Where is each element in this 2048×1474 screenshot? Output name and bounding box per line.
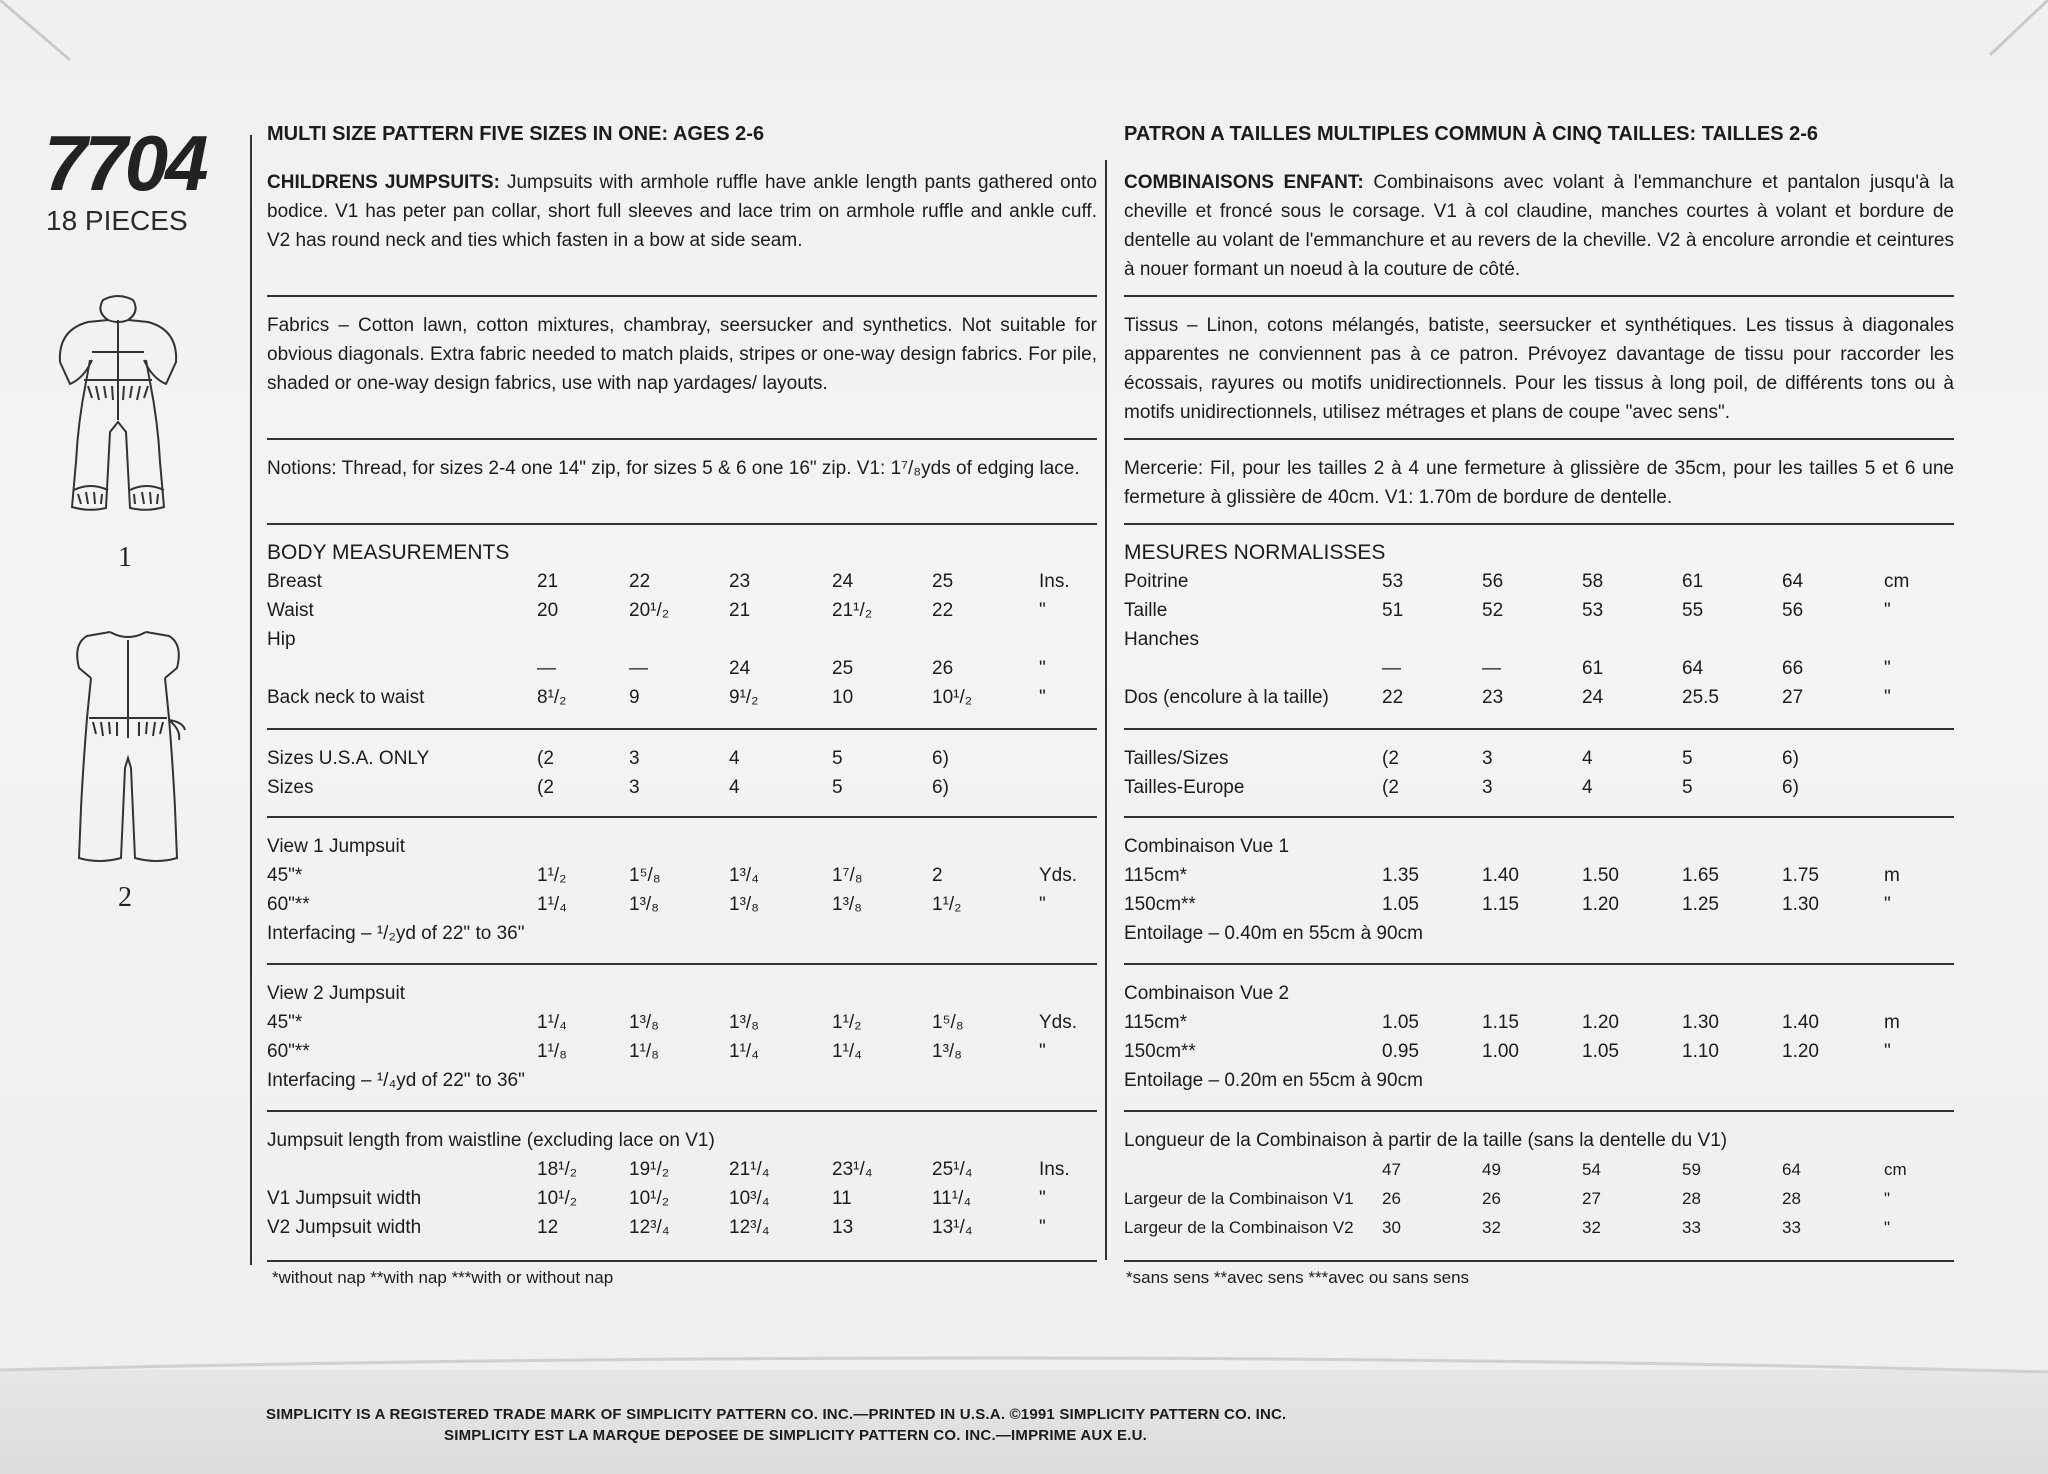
table-row xyxy=(1124,1184,1954,1213)
table-cell: 61 xyxy=(1582,658,1604,679)
table-cell: 10 xyxy=(832,687,854,708)
row-label: Taille xyxy=(1124,600,1168,621)
table-cell: — xyxy=(537,658,556,679)
table-row xyxy=(267,861,1097,890)
table-row xyxy=(267,1008,1097,1037)
table-cell: 2 xyxy=(932,865,943,886)
table-cell: 21¹/₄ xyxy=(729,1159,770,1180)
table-cell: 1¹/₂ xyxy=(932,894,962,915)
table-cell: 1¹/₄ xyxy=(729,1041,759,1062)
table-cell: 24 xyxy=(1582,687,1604,708)
table-cell: 26 xyxy=(1382,1189,1401,1208)
table-cell: 1¹/₂ xyxy=(537,865,567,886)
table-row xyxy=(1124,683,1954,712)
fr-length-table xyxy=(1124,1126,1954,1242)
table-cell: 3 xyxy=(629,777,640,798)
unit-label: Ins. xyxy=(1039,571,1070,592)
unit-label: m xyxy=(1884,1012,1900,1033)
fr-body-measurements-table xyxy=(1124,538,1954,712)
row-label: 115cm* xyxy=(1124,865,1188,886)
table-cell: 1⁵/₈ xyxy=(629,865,661,886)
column-divider-left xyxy=(250,135,252,1265)
column-divider-center xyxy=(1105,160,1107,1260)
table-cell: 1³/₈ xyxy=(629,1012,660,1033)
table-cell: 10¹/₂ xyxy=(932,687,973,708)
row-label: Dos (encolure à la taille) xyxy=(1124,687,1329,708)
table-cell: 1.05 xyxy=(1582,1041,1619,1062)
table-row xyxy=(1124,1037,1954,1066)
en-rule xyxy=(267,728,1097,730)
table-cell: 1³/₈ xyxy=(729,1012,760,1033)
table-cell: (2 xyxy=(1382,777,1399,798)
table-cell: 3 xyxy=(1482,777,1493,798)
table-cell: 56 xyxy=(1482,571,1504,592)
row-label: 60"** xyxy=(267,894,310,915)
unit-label: " xyxy=(1039,1041,1046,1062)
en-length-title: Jumpsuit length from waistline (excluding lace on V1) xyxy=(267,1130,715,1151)
table-cell: 1³/₈ xyxy=(832,894,863,915)
pieces-count: 18 PIECES xyxy=(46,205,188,236)
table-cell: 66 xyxy=(1782,658,1804,679)
table-cell: 52 xyxy=(1482,600,1504,621)
fr-footnote: *sans sens **avec sens ***avec ou sans sens xyxy=(1126,1268,1470,1287)
table-cell: 20 xyxy=(537,600,559,621)
row-label: V2 Jumpsuit width xyxy=(267,1217,422,1238)
row-label: 150cm** xyxy=(1124,1041,1196,1062)
en-length-rows xyxy=(267,1155,1097,1242)
table-cell: 4 xyxy=(729,777,740,798)
unit-label: cm xyxy=(1884,571,1910,592)
table-cell: 32 xyxy=(1582,1218,1601,1237)
table-cell: 21 xyxy=(729,600,751,621)
table-row xyxy=(1124,654,1954,683)
en-description xyxy=(267,168,1097,255)
fr-rule xyxy=(1124,1260,1954,1262)
table-cell: 1¹/₄ xyxy=(832,1041,862,1062)
table-row xyxy=(1124,1008,1954,1037)
row-label: Largeur de la Combinaison V1 xyxy=(1124,1189,1354,1208)
table-cell: 4 xyxy=(1582,748,1593,769)
table-cell: 3 xyxy=(629,748,640,769)
table-row xyxy=(267,683,1097,712)
en-sizes-rows xyxy=(267,744,1097,802)
en-view1-title: View 1 Jumpsuit xyxy=(267,836,405,857)
table-cell: 4 xyxy=(1582,777,1593,798)
fr-rule xyxy=(1124,295,1954,297)
table-cell: 6) xyxy=(932,748,949,769)
table-cell: 5 xyxy=(1682,748,1693,769)
en-view1-interfacing: Interfacing – ¹/₂yd of 22" to 36" xyxy=(267,923,525,944)
view2-jumpsuit-sketch xyxy=(65,618,195,868)
table-cell: 1³/₈ xyxy=(629,894,660,915)
table-cell: 21 xyxy=(537,571,559,592)
table-row xyxy=(267,596,1097,625)
row-label: Sizes xyxy=(267,777,314,798)
table-cell: 1.75 xyxy=(1782,865,1819,886)
fr-view1-interfacing: Entoilage – 0.40m en 55cm à 90cm xyxy=(1124,923,1423,944)
en-view2-table xyxy=(267,979,1097,1095)
en-body-rows xyxy=(267,567,1097,712)
table-cell: 5 xyxy=(1682,777,1693,798)
table-cell: 64 xyxy=(1782,1160,1801,1179)
row-label: 60"** xyxy=(267,1041,310,1062)
table-cell: 51 xyxy=(1382,600,1404,621)
table-cell: (2 xyxy=(537,748,554,769)
table-cell: — xyxy=(1382,658,1401,679)
table-cell: 1.25 xyxy=(1682,894,1719,915)
table-row xyxy=(267,1037,1097,1066)
en-description-title: CHILDRENS JUMPSUITS: xyxy=(267,172,500,193)
table-cell: 26 xyxy=(932,658,954,679)
table-row xyxy=(267,744,1097,773)
table-row xyxy=(1124,744,1954,773)
table-cell: 58 xyxy=(1582,571,1604,592)
fr-rule xyxy=(1124,816,1954,818)
en-rule xyxy=(267,523,1097,525)
en-description-text: Jumpsuits with armhole ruffle have ankle length pants gathered onto bodice. V1 has peter pan collar, short full sleeves and lace trim on armhole ruffle and ankle cuff. V2 has round neck and ties which fasten in a bow at side seam. xyxy=(267,172,1097,251)
fr-view2-interfacing: Entoilage – 0.20m en 55cm à 90cm xyxy=(1124,1070,1423,1091)
table-cell: 8¹/₂ xyxy=(537,687,567,708)
table-cell: 1.40 xyxy=(1482,865,1519,886)
en-fabrics xyxy=(267,311,1097,398)
table-cell: 13 xyxy=(832,1217,854,1238)
row-label: Sizes U.S.A. ONLY xyxy=(267,748,430,769)
table-cell: 4 xyxy=(729,748,740,769)
unit-label: m xyxy=(1884,865,1900,886)
table-row xyxy=(267,567,1097,596)
table-cell: 25.5 xyxy=(1682,687,1719,708)
table-cell: 13¹/₄ xyxy=(932,1217,973,1238)
row-label: Tailles/Sizes xyxy=(1124,748,1229,769)
table-cell: 28 xyxy=(1682,1189,1701,1208)
unit-label: " xyxy=(1884,1041,1891,1062)
fr-fabrics xyxy=(1124,311,1954,427)
table-cell: 27 xyxy=(1582,1189,1601,1208)
unit-label: Yds. xyxy=(1039,865,1078,886)
table-cell: 10³/₄ xyxy=(729,1188,770,1209)
table-cell: 21¹/₂ xyxy=(832,600,873,621)
table-cell: 11 xyxy=(832,1188,852,1209)
table-cell: 27 xyxy=(1782,687,1804,708)
table-cell: 1.30 xyxy=(1782,894,1819,915)
table-cell: 6) xyxy=(1782,748,1799,769)
row-label: 150cm** xyxy=(1124,894,1196,915)
fr-body-rows xyxy=(1124,567,1954,712)
fr-rule xyxy=(1124,728,1954,730)
table-cell: (2 xyxy=(537,777,554,798)
table-cell: 1¹/₂ xyxy=(832,1012,862,1033)
table-row xyxy=(1124,567,1954,596)
unit-label: " xyxy=(1039,658,1046,679)
table-cell: 64 xyxy=(1682,658,1704,679)
fr-view1-rows xyxy=(1124,861,1954,919)
table-cell: 1.30 xyxy=(1682,1012,1719,1033)
unit-label: cm xyxy=(1884,1160,1907,1179)
table-cell: 53 xyxy=(1382,571,1404,592)
table-cell: 1³/₄ xyxy=(729,865,759,886)
row-label: Poitrine xyxy=(1124,571,1189,592)
table-cell: 9 xyxy=(629,687,640,708)
table-row xyxy=(267,890,1097,919)
en-length-table xyxy=(267,1126,1097,1242)
table-cell: 30 xyxy=(1382,1218,1401,1237)
en-rule xyxy=(267,816,1097,818)
table-cell: 1.15 xyxy=(1482,894,1519,915)
table-cell: 47 xyxy=(1382,1160,1401,1179)
view1-jumpsuit-sketch xyxy=(48,282,188,532)
table-cell: 22 xyxy=(629,571,651,592)
unit-label: " xyxy=(1884,1189,1891,1208)
en-notions xyxy=(267,454,1097,483)
table-cell: 18¹/₂ xyxy=(537,1159,578,1180)
table-cell: 1⁷/₈ xyxy=(832,865,863,886)
table-cell: 22 xyxy=(1382,687,1404,708)
fr-body-title: MESURES NORMALISSES xyxy=(1124,541,1386,564)
table-cell: 33 xyxy=(1782,1218,1801,1237)
en-fabrics-text: Fabrics – Cotton lawn, cotton mixtures, chambray, seersucker and synthetics. Not suitable for obvious diagonals. Extra fabric needed to match plaids, stripes or one-way design fabrics. For pile, shaded or one-way design fabrics, use with nap yardages/ layouts. xyxy=(267,315,1097,394)
table-cell: 1³/₈ xyxy=(932,1041,963,1062)
table-cell: 25¹/₄ xyxy=(932,1159,973,1180)
table-row xyxy=(1124,1213,1954,1242)
en-view2-interfacing: Interfacing – ¹/₄yd of 22" to 36" xyxy=(267,1070,525,1091)
unit-label: " xyxy=(1884,894,1891,915)
fr-length-title: Longueur de la Combinaison à partir de la taille (sans la dentelle du V1) xyxy=(1124,1130,1728,1151)
table-cell: 23 xyxy=(1482,687,1504,708)
fr-view2-table xyxy=(1124,979,1954,1095)
fr-fabrics-text: Tissus – Linon, cotons mélangés, batiste, seersucker et synthétiques. Les tissus à diagonales apparentes ne conviennent pas à ce patron. Prévoyez davantage de tissu pour raccorder les écossais, rayures ou motifs unidirectionnels. Pour les tissus à long poil, de différents tons ou à motifs unidirectionnels, utilisez métrages et plans de coupe "avec sens". xyxy=(1124,315,1954,423)
table-cell: 22 xyxy=(932,600,954,621)
trademark-line-fr: SIMPLICITY EST LA MARQUE DEPOSEE DE SIMPLICITY PATTERN CO. INC.—IMPRIME AUX E.U. xyxy=(444,1427,1148,1444)
row-label: Tailles-Europe xyxy=(1124,777,1245,798)
table-row xyxy=(267,773,1097,802)
en-notions-text: Notions: Thread, for sizes 2-4 one 14" zip, for sizes 5 & 6 one 16" zip. V1: 1⁷/₈yds of edging lace. xyxy=(267,458,1080,479)
unit-label: " xyxy=(1884,1218,1891,1237)
table-row xyxy=(267,625,1097,654)
table-row xyxy=(1124,596,1954,625)
en-body-title: BODY MEASUREMENTS xyxy=(267,541,510,564)
unit-label: " xyxy=(1039,600,1046,621)
fr-rule xyxy=(1124,438,1954,440)
table-cell: (2 xyxy=(1382,748,1399,769)
table-cell: 24 xyxy=(729,658,751,679)
fr-view1-title: Combinaison Vue 1 xyxy=(1124,836,1290,857)
table-cell: 6) xyxy=(1782,777,1799,798)
table-cell: 1¹/₈ xyxy=(629,1041,660,1062)
table-cell: 12³/₄ xyxy=(629,1217,670,1238)
row-label: 45"* xyxy=(267,1012,303,1033)
row-label: Largeur de la Combinaison V2 xyxy=(1124,1218,1354,1237)
unit-label: Ins. xyxy=(1039,1159,1070,1180)
fr-header: PATRON A TAILLES MULTIPLES COMMUN À CINQ TAILLES: TAILLES 2-6 xyxy=(1124,123,1819,145)
unit-label: " xyxy=(1884,687,1891,708)
table-row xyxy=(267,1155,1097,1184)
table-cell: 53 xyxy=(1582,600,1604,621)
en-rule xyxy=(267,1110,1097,1112)
table-cell: 28 xyxy=(1782,1189,1801,1208)
table-cell: 33 xyxy=(1682,1218,1701,1237)
table-cell: 55 xyxy=(1682,600,1704,621)
pattern-number: 7704 xyxy=(44,119,206,207)
unit-label: Yds. xyxy=(1039,1012,1078,1033)
table-cell: 61 xyxy=(1682,571,1704,592)
table-row xyxy=(267,654,1097,683)
table-cell: 1.05 xyxy=(1382,1012,1419,1033)
unit-label: " xyxy=(1039,1217,1046,1238)
table-cell: 32 xyxy=(1482,1218,1501,1237)
row-label: V1 Jumpsuit width xyxy=(267,1188,422,1209)
en-view1-table xyxy=(267,832,1097,948)
unit-label: " xyxy=(1039,894,1046,915)
en-sizes-table xyxy=(267,744,1097,802)
table-row xyxy=(267,1213,1097,1242)
table-cell: 23 xyxy=(729,571,751,592)
en-header: MULTI SIZE PATTERN FIVE SIZES IN ONE: AGES 2-6 xyxy=(267,123,765,145)
table-cell: 12 xyxy=(537,1217,559,1238)
table-cell: 12³/₄ xyxy=(729,1217,770,1238)
fr-description-text: Combinaisons avec volant à l'emmanchure et pantalon jusqu'à la cheville et froncé sous le corsage. V1 à col claudine, manches courtes à volant et bordure de dentelle au volant de l'emmanchure et au revers de la cheville. V2 à encolure arrondie et ceintures à nouer formant un noeud à la couture de côté. xyxy=(1124,172,1954,280)
table-cell: 9¹/₂ xyxy=(729,687,759,708)
fr-rule xyxy=(1124,523,1954,525)
fr-rule xyxy=(1124,963,1954,965)
unit-label: " xyxy=(1884,658,1891,679)
row-label: 115cm* xyxy=(1124,1012,1188,1033)
table-row xyxy=(1124,773,1954,802)
en-rule xyxy=(267,438,1097,440)
table-cell: 1³/₈ xyxy=(729,894,760,915)
table-cell: 24 xyxy=(832,571,854,592)
row-label: Breast xyxy=(267,571,322,592)
table-cell: 10¹/₂ xyxy=(537,1188,578,1209)
table-cell: 1.20 xyxy=(1782,1041,1819,1062)
table-cell: 3 xyxy=(1482,748,1493,769)
table-cell: 5 xyxy=(832,777,843,798)
fr-view2-title: Combinaison Vue 2 xyxy=(1124,983,1290,1004)
table-cell: 25 xyxy=(832,658,854,679)
en-view2-rows xyxy=(267,1008,1097,1066)
table-cell: 10¹/₂ xyxy=(629,1188,670,1209)
table-cell: 49 xyxy=(1482,1160,1501,1179)
table-cell: 1⁵/₈ xyxy=(932,1012,964,1033)
table-cell: 25 xyxy=(932,571,954,592)
en-view2-title: View 2 Jumpsuit xyxy=(267,983,405,1004)
table-cell: 1¹/₄ xyxy=(537,1012,567,1033)
fr-notions xyxy=(1124,454,1954,512)
table-cell: 6) xyxy=(932,777,949,798)
table-cell: 1.10 xyxy=(1682,1041,1719,1062)
en-rule xyxy=(267,1260,1097,1262)
table-cell: 1.50 xyxy=(1582,865,1619,886)
table-cell: 23¹/₄ xyxy=(832,1159,873,1180)
table-cell: 1.05 xyxy=(1382,894,1419,915)
table-cell: 1¹/₄ xyxy=(537,894,567,915)
table-cell: 1¹/₈ xyxy=(537,1041,568,1062)
fr-notions-text: Mercerie: Fil, pour les tailles 2 à 4 une fermeture à glissière de 35cm, pour les tailles 5 et 6 une fermeture à glissière de 40cm. V1: 1.70m de bordure de dentelle. xyxy=(1124,458,1954,508)
fr-description-title: COMBINAISONS ENFANT: xyxy=(1124,172,1364,193)
row-label: 45"* xyxy=(267,865,303,886)
table-cell: 56 xyxy=(1782,600,1804,621)
table-row xyxy=(1124,625,1954,654)
fr-sizes-rows xyxy=(1124,744,1954,802)
row-label: Hanches xyxy=(1124,629,1199,650)
table-cell: 5 xyxy=(832,748,843,769)
table-cell: 26 xyxy=(1482,1189,1501,1208)
trademark-line-en: SIMPLICITY IS A REGISTERED TRADE MARK OF SIMPLICITY PATTERN CO. INC.—PRINTED IN U.S.A. ©1991 SIMPLICITY PATTERN CO. INC. xyxy=(266,1406,1287,1423)
table-cell: 0.95 xyxy=(1382,1041,1419,1062)
unit-label: " xyxy=(1039,687,1046,708)
table-cell: 59 xyxy=(1682,1160,1701,1179)
view1-label: 1 xyxy=(118,542,132,573)
fr-view1-table xyxy=(1124,832,1954,948)
unit-label: " xyxy=(1039,1188,1046,1209)
table-cell: 54 xyxy=(1582,1160,1601,1179)
table-cell: 1.00 xyxy=(1482,1041,1519,1062)
row-label: Back neck to waist xyxy=(267,687,425,708)
unit-label: " xyxy=(1884,600,1891,621)
row-label: Hip xyxy=(267,629,296,650)
en-footnote: *without nap **with nap ***with or without nap xyxy=(272,1268,614,1287)
en-body-measurements-table xyxy=(267,538,1097,712)
table-cell: 1.65 xyxy=(1682,865,1719,886)
fr-length-rows xyxy=(1124,1155,1954,1242)
row-label: Waist xyxy=(267,600,314,621)
table-row xyxy=(1124,890,1954,919)
table-row xyxy=(267,1184,1097,1213)
table-cell: 19¹/₂ xyxy=(629,1159,670,1180)
table-cell: — xyxy=(1482,658,1501,679)
fr-rule xyxy=(1124,1110,1954,1112)
view2-label: 2 xyxy=(118,882,132,913)
table-row xyxy=(1124,861,1954,890)
fr-view2-rows xyxy=(1124,1008,1954,1066)
en-rule xyxy=(267,963,1097,965)
table-cell: 64 xyxy=(1782,571,1804,592)
fr-description xyxy=(1124,168,1954,284)
table-cell: 11¹/₄ xyxy=(932,1188,972,1209)
en-view1-rows xyxy=(267,861,1097,919)
table-cell: 1.35 xyxy=(1382,865,1419,886)
table-cell: — xyxy=(629,658,648,679)
fr-sizes-table xyxy=(1124,744,1954,802)
en-rule xyxy=(267,295,1097,297)
table-cell: 1.20 xyxy=(1582,1012,1619,1033)
table-cell: 1.15 xyxy=(1482,1012,1519,1033)
table-cell: 20¹/₂ xyxy=(629,600,670,621)
table-cell: 1.20 xyxy=(1582,894,1619,915)
table-row xyxy=(1124,1155,1954,1184)
table-cell: 1.40 xyxy=(1782,1012,1819,1033)
